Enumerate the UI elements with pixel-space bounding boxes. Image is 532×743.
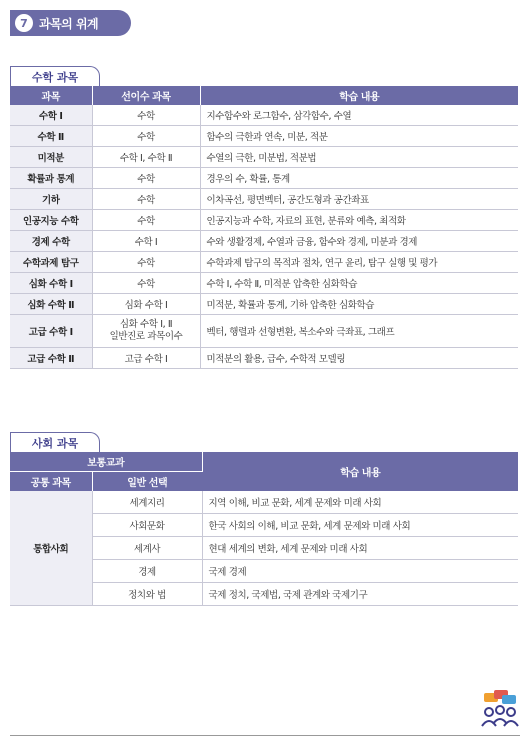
elective-cell: 경제 [92,560,202,583]
subject-cell: 미적분 [10,147,92,168]
table-row [10,126,518,147]
prereq-cell: 수학 [92,126,200,147]
table-row [10,252,518,273]
table-row [10,231,518,252]
content-cell: 미적분의 활용, 급수, 수학적 모델링 [200,348,518,369]
subject-cell: 기하 [10,189,92,210]
content-cell: 한국 사회의 이해, 비교 문화, 세계 문제와 미래 사회 [202,514,518,537]
subject-cell: 수학 Ⅰ [10,105,92,126]
math-table [10,86,518,369]
cell-line: 심화 수학 Ⅰ, Ⅱ [119,319,173,330]
content-cell: 국제 경제 [202,560,518,583]
prereq-cell: 수학 [92,252,200,273]
section-header [10,10,131,36]
table-row [10,273,518,294]
subject-cell: 수학 Ⅱ [10,126,92,147]
prereq-cell: 수학 [92,189,200,210]
content-cell: 미적분, 확률과 통계, 기하 압축한 심화학습 [200,294,518,315]
elective-cell: 세계사 [92,537,202,560]
prereq-cell: 수학 Ⅰ [92,231,200,252]
table-row [10,315,518,348]
content-cell: 인공지능과 수학, 자료의 표현, 분류와 예측, 최적화 [200,210,518,231]
table-row [10,189,518,210]
prereq-cell: 수학 [92,210,200,231]
content-cell: 수학과제 탐구의 목적과 절차, 연구 윤리, 탐구 실행 및 평가 [200,252,518,273]
content-cell: 지역 이해, 비교 문화, 세계 문제와 미래 사회 [202,491,518,514]
table-row [10,294,518,315]
content-cell: 이차곡선, 평면벡터, 공간도형과 공간좌표 [200,189,518,210]
table-row [10,348,518,369]
subject-cell: 경제 수학 [10,231,92,252]
group-header: 보통교과 [10,452,202,472]
col-header-elective: 일반 선택 [92,472,202,492]
prereq-cell: 수학 [92,168,200,189]
subject-cell: 인공지능 수학 [10,210,92,231]
section-number: 7 [15,14,33,32]
col-header-content: 학습 내용 [200,86,518,105]
prereq-cell: 수학 [92,273,200,294]
content-cell: 국제 정치, 국제법, 국제 관계와 국제기구 [202,583,518,606]
content-cell: 벡터, 행렬과 선형변환, 복소수와 극좌표, 그래프 [200,315,518,348]
content-cell: 경우의 수, 확률, 통계 [200,168,518,189]
content-cell: 현대 세계의 변화, 세계 문제와 미래 사회 [202,537,518,560]
cell-line: 일반진로 과목이수 [109,331,183,342]
col-header-prereq: 선이수 과목 [92,86,200,105]
elective-cell: 정치와 법 [92,583,202,606]
subject-cell: 고급 수학 Ⅱ [10,348,92,369]
math-tab: 수학 과목 [10,66,100,86]
content-cell: 함수의 극한과 연속, 미분, 적분 [200,126,518,147]
prereq-cell: 심화 수학 Ⅰ [92,294,200,315]
subject-cell: 심화 수학 Ⅰ [10,273,92,294]
social-table [10,452,518,606]
content-cell: 수열의 극한, 미분법, 적분법 [200,147,518,168]
elective-cell: 사회문화 [92,514,202,537]
prereq-cell [92,315,200,348]
table-row [10,147,518,168]
common-subject-cell: 통합사회 [10,491,92,606]
col-header-content: 학습 내용 [202,452,518,491]
footer-divider [10,735,520,736]
table-row [10,491,518,514]
subject-cell: 심화 수학 Ⅱ [10,294,92,315]
subject-cell: 수학과제 탐구 [10,252,92,273]
social-tab: 사회 과목 [10,432,100,452]
people-discussion-icon [480,690,520,730]
table-row [10,105,518,126]
content-cell: 수학 Ⅰ, 수학 Ⅱ, 미적분 압축한 심화학습 [200,273,518,294]
elective-cell: 세계지리 [92,491,202,514]
content-cell: 수와 생활경제, 수열과 금융, 함수와 경제, 미분과 경제 [200,231,518,252]
prereq-cell: 수학 [92,105,200,126]
prereq-cell: 수학 Ⅰ, 수학 Ⅱ [92,147,200,168]
section-title: 과목의 위계 [39,16,99,31]
prereq-cell: 고급 수학 Ⅰ [92,348,200,369]
col-header-subject: 과목 [10,86,92,105]
content-cell: 지수함수와 로그함수, 삼각함수, 수열 [200,105,518,126]
table-row [10,210,518,231]
col-header-common: 공통 과목 [10,472,92,492]
subject-cell: 확률과 통계 [10,168,92,189]
subject-cell: 고급 수학 Ⅰ [10,315,92,348]
table-row [10,168,518,189]
